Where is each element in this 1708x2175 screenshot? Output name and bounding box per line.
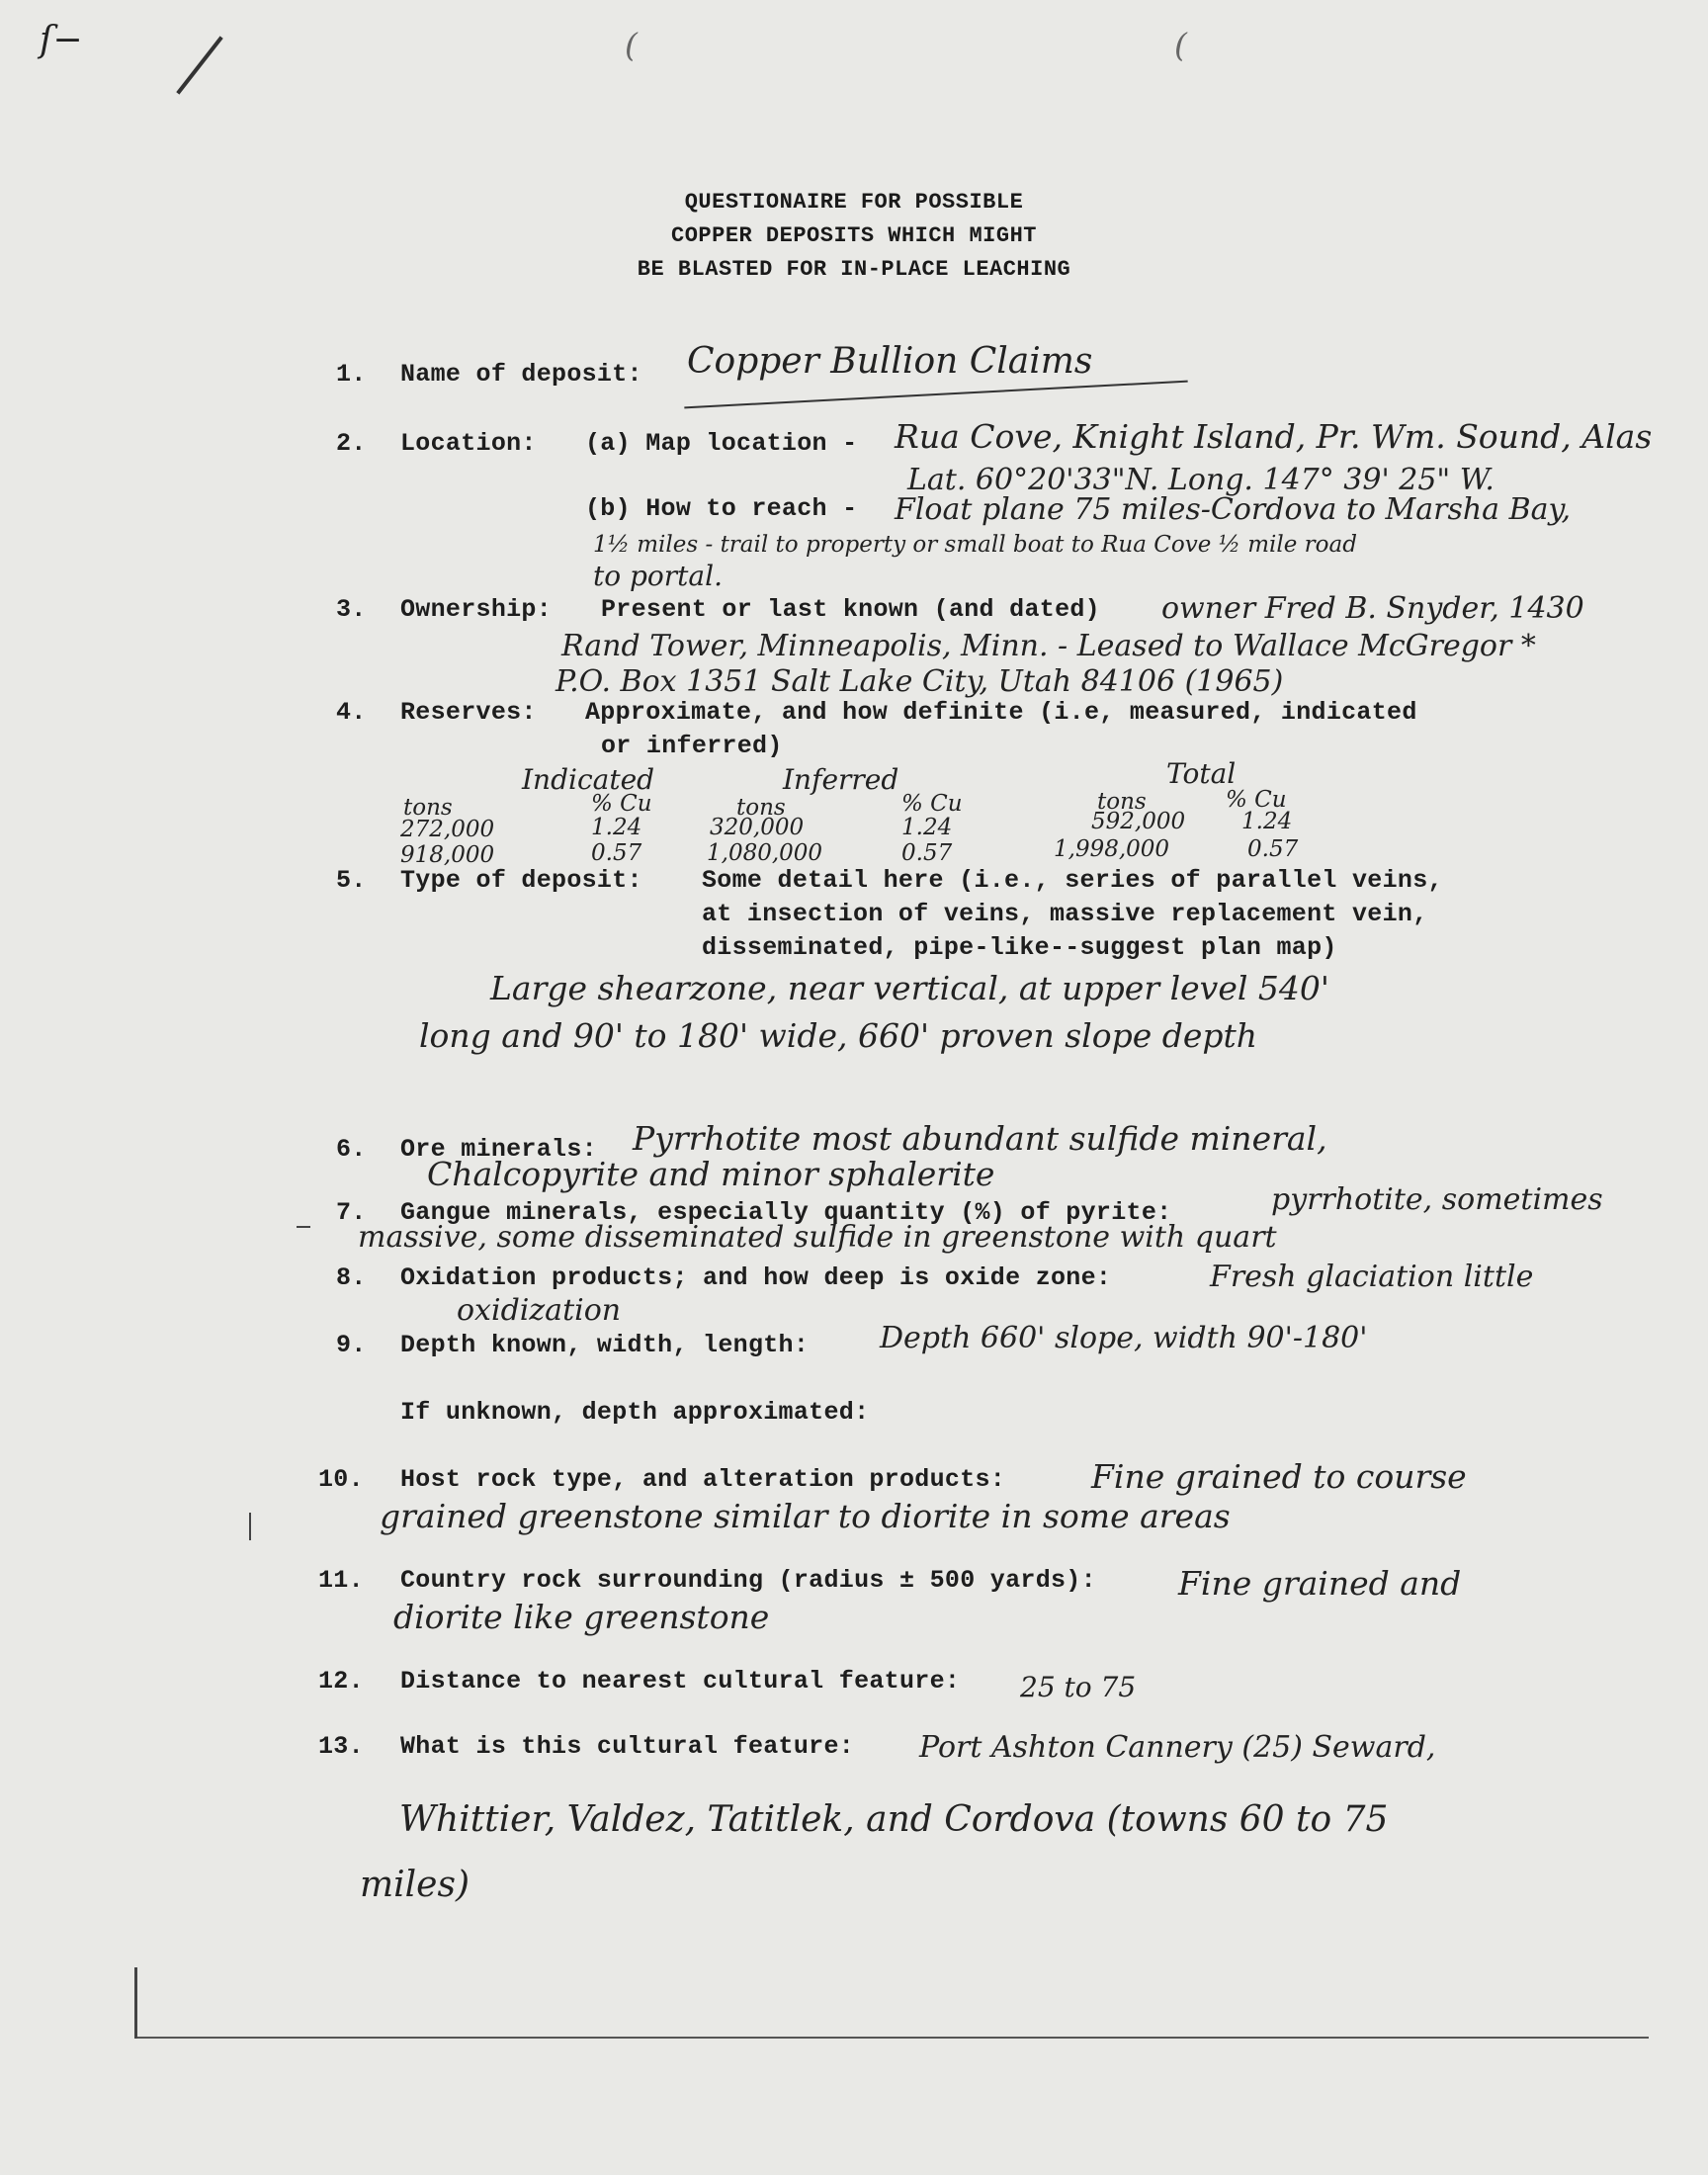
q2-label: Location: [400, 429, 537, 458]
q9-sub-label: If unknown, depth approximated: [400, 1398, 870, 1427]
reserves-col-tons: tons [403, 795, 453, 821]
reserves-col-tons: tons [736, 795, 786, 821]
reserves-cell: 1.24 [1241, 809, 1293, 834]
q11-number: 11. [318, 1566, 364, 1595]
reserves-cell: 1.24 [591, 815, 642, 840]
q7-label: Gangue minerals, especially quantity (%) of pyrite: [400, 1198, 1172, 1227]
reserves-col-cu: % Cu [901, 791, 963, 817]
pen-stroke-mark [176, 36, 222, 94]
q2b-answer-line3: to portal. [593, 560, 723, 592]
q13-answer-line1: Port Ashton Cannery (25) Seward, [919, 1730, 1436, 1765]
reserves-cell: 0.57 [901, 840, 953, 866]
q12-answer: 25 to 75 [1020, 1671, 1137, 1703]
title-line-3: BE BLASTED FOR IN-PLACE LEACHING [637, 257, 1071, 282]
reserves-cell: 320,000 [710, 815, 805, 840]
q5-prompt-line2: at insection of veins, massive replacement vein, [702, 900, 1428, 928]
q5-prompt-line3: disseminated, pipe-like--suggest plan map) [702, 933, 1337, 962]
q3-label: Ownership: [400, 595, 553, 624]
q6-answer-line2: Chalcopyrite and minor sphalerite [427, 1155, 995, 1193]
reserves-cell: 1,998,000 [1054, 836, 1170, 862]
q12-number: 12. [318, 1667, 364, 1696]
reserves-cell: 1.24 [901, 815, 953, 840]
reserves-cell: 1,080,000 [707, 840, 823, 866]
q4-label: Reserves: [400, 698, 537, 727]
q1-answer: Copper Bullion Claims [687, 341, 1093, 382]
q9-number: 9. [336, 1331, 367, 1359]
q2a-answer-line2: Lat. 60°20'33"N. Long. 147° 39' 25" W. [907, 463, 1494, 497]
q4-prompt-line2: or inferred) [601, 732, 783, 760]
reserves-col-cu: % Cu [1226, 787, 1287, 813]
q11-label: Country rock surrounding (radius ± 500 yards): [400, 1566, 1096, 1595]
q10-answer-line2: grained greenstone similar to diorite in some areas [380, 1497, 1231, 1535]
left-edge-line [134, 1967, 137, 2039]
q8-answer-line1: Fresh glaciation little [1210, 1260, 1534, 1294]
q3-answer-line2: Rand Tower, Minneapolis, Minn. - Leased to Wallace McGregor * [561, 629, 1536, 663]
q5-prompt-line1: Some detail here (i.e., series of parallel veins, [702, 866, 1443, 895]
reserves-cell: 592,000 [1091, 809, 1186, 834]
q9-answer: Depth 660' slope, width 90'-180' [880, 1321, 1368, 1355]
margin-dash-mark [297, 1226, 310, 1228]
q2b-answer-line1: Float plane 75 miles-Cordova to Marsha Bay, [895, 492, 1572, 527]
q13-label: What is this cultural feature: [400, 1732, 855, 1761]
bottom-edge-line [136, 2037, 1649, 2039]
q2b-label: (b) How to reach - [585, 494, 858, 523]
q5-answer-line2: long and 90' to 180' wide, 660' proven slope depth [419, 1016, 1258, 1055]
q5-number: 5. [336, 866, 367, 895]
title-line-2: COPPER DEPOSITS WHICH MIGHT [671, 223, 1037, 248]
q7-answer-line1: pyrrhotite, sometimes [1271, 1182, 1603, 1217]
q7-number: 7. [336, 1198, 367, 1227]
q10-label: Host rock type, and alteration products: [400, 1465, 1006, 1494]
q7-answer-line2: massive, some disseminated sulfide in greenstone with quart [358, 1220, 1277, 1255]
q9-label: Depth known, width, length: [400, 1331, 810, 1359]
hole-punch-mark: ( [625, 26, 638, 64]
reserves-cell: 0.57 [591, 840, 642, 866]
q11-answer-line2: diorite like greenstone [393, 1598, 770, 1636]
q2a-answer-line1: Rua Cove, Knight Island, Pr. Wm. Sound, Alas [895, 417, 1653, 456]
q3-answer-line3: P.O. Box 1351 Salt Lake City, Utah 84106 (1965) [555, 664, 1284, 699]
reserves-group-indicated: Indicated [522, 763, 655, 796]
margin-tick-mark [249, 1513, 251, 1540]
reserves-cell: 918,000 [400, 842, 495, 868]
reserves-group-total: Total [1166, 757, 1237, 790]
reserves-cell: 0.57 [1247, 836, 1299, 862]
q3-answer-line1: owner Fred B. Snyder, 1430 [1161, 591, 1584, 626]
q2-number: 2. [336, 429, 367, 458]
reserves-col-cu: % Cu [591, 791, 652, 817]
q6-answer-line1: Pyrrhotite most abundant sulfide mineral, [633, 1119, 1327, 1158]
q4-prompt-line1: Approximate, and how definite (i.e, measured, indicated [585, 698, 1417, 727]
q2b-answer-line2: 1½ miles - trail to property or small boat to Rua Cove ½ mile road [593, 532, 1357, 558]
q10-number: 10. [318, 1465, 364, 1494]
q8-answer-line2: oxidization [457, 1293, 622, 1328]
corner-scribble: ſ− [40, 20, 83, 60]
q13-answer-line3: miles) [360, 1865, 470, 1905]
q1-label: Name of deposit: [400, 360, 642, 389]
q13-number: 13. [318, 1732, 364, 1761]
reserves-group-inferred: Inferred [783, 763, 899, 796]
reserves-col-tons: tons [1097, 789, 1147, 815]
q6-number: 6. [336, 1135, 367, 1164]
q4-number: 4. [336, 698, 367, 727]
q5-label: Type of deposit: [400, 866, 642, 895]
q10-answer-line1: Fine grained to course [1091, 1457, 1467, 1496]
reserves-cell: 272,000 [400, 817, 495, 842]
q8-number: 8. [336, 1263, 367, 1292]
q3-number: 3. [336, 595, 367, 624]
q13-answer-line2: Whittier, Valdez, Tatitlek, and Cordova (towns 60 to 75 [399, 1799, 1389, 1840]
title-line-1: QUESTIONAIRE FOR POSSIBLE [684, 190, 1024, 215]
q1-underline [684, 381, 1187, 409]
q6-label: Ore minerals: [400, 1135, 597, 1164]
q5-answer-line1: Large shearzone, near vertical, at upper level 540' [490, 969, 1329, 1007]
q2a-label: (a) Map location - [585, 429, 858, 458]
q8-label: Oxidation products; and how deep is oxide zone: [400, 1263, 1112, 1292]
q1-number: 1. [336, 360, 367, 389]
q3-prompt: Present or last known (and dated) [601, 595, 1100, 624]
q12-label: Distance to nearest cultural feature: [400, 1667, 961, 1696]
q11-answer-line1: Fine grained and [1178, 1564, 1462, 1603]
hole-punch-mark: ( [1174, 26, 1187, 64]
